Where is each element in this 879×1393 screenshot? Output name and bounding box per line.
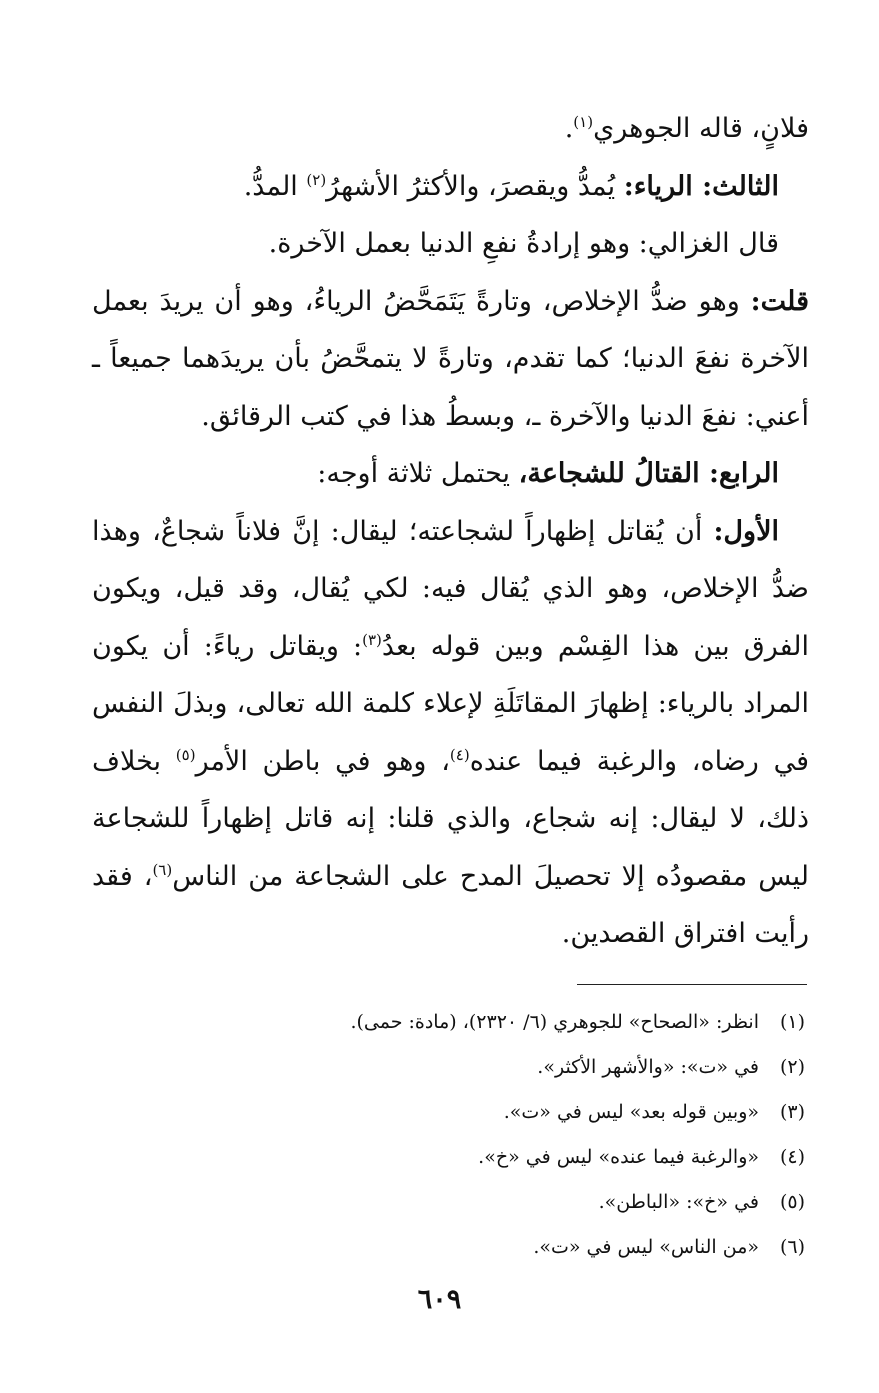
paragraph-4	[92, 273, 809, 446]
paragraph-1	[92, 100, 809, 158]
paragraph-6-text-5: ، فقد رأيت افتراق القصدين.	[92, 860, 809, 949]
footnote-number: (٣)	[779, 1101, 805, 1123]
paragraph-6-text-4: بخلاف ذلك، لا ليقال: إنه شجاع، والذي قلنا: إنه قاتل إظهاراً للشجاعة ليس مقصودُه إلا تحصيلَ المدح على الشجاعة من الناس	[92, 745, 809, 892]
paragraph-2-heading: الثالث: الرياء:	[623, 170, 779, 202]
footnote-4	[92, 1135, 805, 1180]
page-number: ٦٠٩	[417, 1284, 462, 1315]
paragraph-1-text: فلانٍ، قاله الجوهري	[593, 113, 809, 144]
paragraph-2-text-b: المدُّ.	[243, 170, 307, 202]
footnote-6	[92, 1225, 805, 1270]
footnote-ref-3[interactable]: (٣)	[362, 630, 382, 649]
paragraph-6-text-2: : ويقاتل رياءً: أن يكون المراد بالرياء: إظهارَ المقاتَلَةِ لإعلاء كلمة الله تعالى، وبذلَ النفس في رضاه، والرغبة فيما عنده	[92, 630, 809, 777]
paragraph-4-text: وهو ضدُّ الإخلاص، وتارةً يَتَمَحَّضُ الرياءُ، وهو أن يريدَ بعمل الآخرة نفعَ الدنيا؛ كما تقدم، وتارةً لا يتمحَّضُ بأن يريدَهما جميعاً ـ أعني: نفعَ الدنيا والآخرة ـ، وبسطُ هذا في كتب الرقائق.	[92, 285, 809, 432]
footnote-3	[92, 1090, 805, 1135]
footnote-text: في «ت»: «والأشهر الأكثر».	[537, 1056, 759, 1078]
footnote-text: «من الناس» ليس في «ت».	[533, 1236, 759, 1258]
paragraph-2-text-a: يُمدُّ ويقصرَ، والأكثرُ الأشهرُ	[326, 170, 624, 202]
footnote-text: انظر: «الصحاح» للجوهري (٦/ ٢٣٢٠)، (مادة: حمى).	[350, 1011, 759, 1033]
paragraph-1-end: .	[564, 113, 574, 144]
footnote-ref-4[interactable]: (٤)	[449, 745, 470, 764]
footnote-ref-5[interactable]: (٥)	[175, 745, 196, 764]
paragraph-2	[92, 158, 809, 216]
footnote-number: (١)	[779, 1011, 805, 1033]
footnote-1	[92, 1000, 805, 1045]
footnote-2	[92, 1045, 805, 1090]
paragraph-3	[92, 215, 809, 273]
footnote-number: (٥)	[779, 1191, 805, 1213]
footnote-ref-1[interactable]: (١)	[573, 113, 594, 131]
footnote-text: «وبين قوله بعد» ليس في «ت».	[503, 1101, 759, 1123]
footnote-number: (٦)	[779, 1236, 805, 1258]
main-text	[92, 100, 809, 963]
footnote-text: «والرغبة فيما عنده» ليس في «خ».	[478, 1146, 759, 1168]
footnote-number: (٤)	[779, 1146, 805, 1168]
footnote-number: (٢)	[779, 1056, 805, 1078]
paragraph-6-heading: الأول:	[713, 515, 779, 547]
paragraph-3-text: قال الغزالي: وهو إرادةُ نفعِ الدنيا بعمل الآخرة.	[268, 228, 779, 259]
paragraph-6-text-1: أن يُقاتل إظهاراً لشجاعته؛ ليقال: إنَّ فلاناً شجاعٌ، وهذا ضدُّ الإخلاص، وهو الذي يُقال فيه: لكي يُقال، وقد قيل، ويكون الفرق بين هذا القِسْم وبين قوله بعدُ	[92, 515, 809, 662]
paragraph-4-heading: قلت:	[750, 285, 809, 317]
footnote-separator	[577, 984, 807, 985]
paragraph-6-text-3: ، وهو في باطن الأمر	[195, 745, 450, 777]
paragraph-5-heading: الرابع: القتالُ للشجاعة،	[518, 458, 779, 489]
footnote-ref-6[interactable]: (٦)	[152, 860, 173, 879]
paragraph-6	[92, 503, 809, 963]
footnotes	[92, 1000, 805, 1270]
paragraph-5-text: يحتمل ثلاثة أوجه:	[317, 458, 519, 489]
paragraph-5	[92, 445, 809, 503]
footnote-ref-2[interactable]: (٢)	[306, 170, 327, 189]
footnote-5	[92, 1180, 805, 1225]
footnote-text: في «خ»: «الباطن».	[598, 1191, 759, 1213]
